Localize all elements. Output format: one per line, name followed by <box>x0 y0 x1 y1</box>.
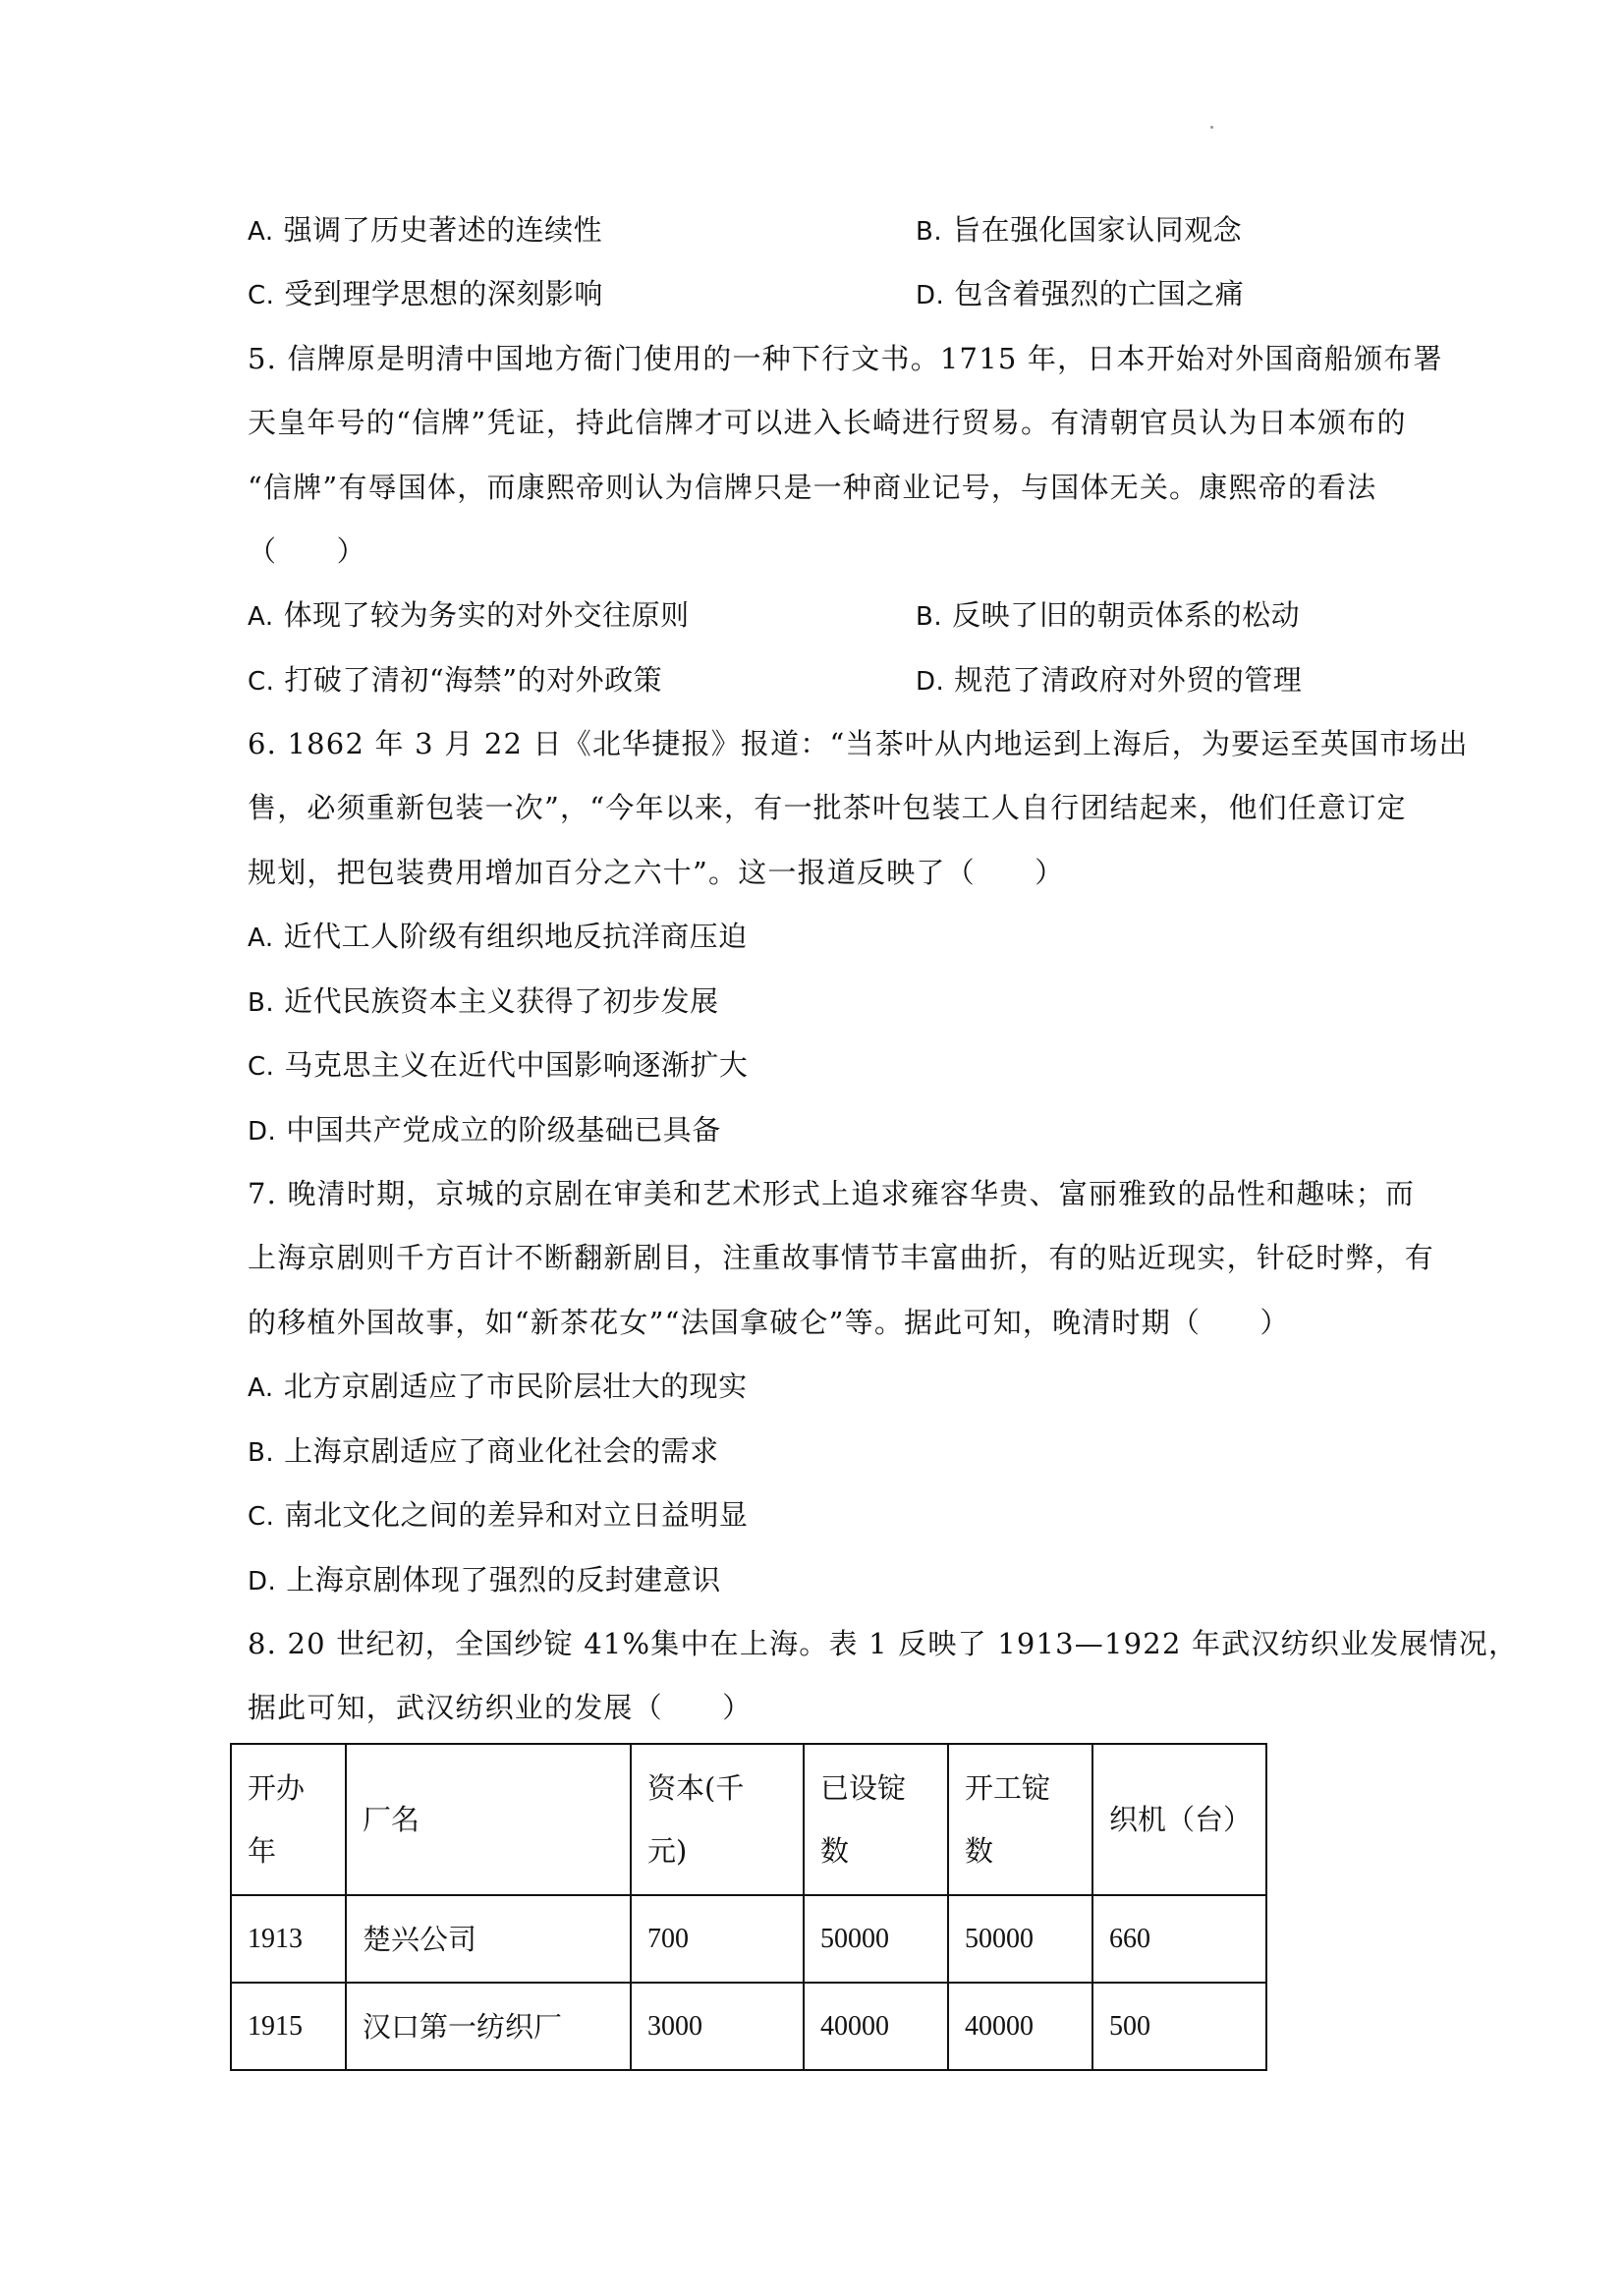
header-cell-capital: 资本(千 元) <box>631 1744 804 1895</box>
q6-option-a: A. 近代工人阶级有组织地反抗洋商压迫 <box>248 920 748 953</box>
table-cell: 楚兴公司 <box>346 1895 631 1983</box>
q8-stem-line-1: 8. 20 世纪初，全国纱锭 41%集中在上海。表 1 反映了 1913—1922 年武汉纺织业发展情况， <box>248 1627 1519 1660</box>
q5-option-a: A. 体现了较为务实的对外交往原则 <box>248 598 690 632</box>
table-header-row <box>231 1744 1266 1895</box>
table-row <box>231 1895 1266 1983</box>
q4-option-a: A. 强调了历史著述的连续性 <box>248 213 603 247</box>
table-cell: 40000 <box>948 1983 1092 2070</box>
q7-stem-line-1: 7. 晚清时期，京城的京剧在审美和艺术形式上追求雍容华贵、富丽雅致的品性和趣味；而 <box>248 1177 1416 1210</box>
q6-option-d: D. 中国共产党成立的阶级基础已具备 <box>248 1113 721 1147</box>
q6-option-c: C. 马克思主义在近代中国影响逐渐扩大 <box>248 1048 749 1082</box>
q5-stem-line-4: （ ） <box>248 534 366 568</box>
table-cell: 1915 <box>231 1983 346 2070</box>
q6-option-b: B. 近代民族资本主义获得了初步发展 <box>248 984 719 1018</box>
page-mark <box>1210 126 1213 129</box>
table-row <box>231 1983 1266 2070</box>
header-cell-looms: 织机（台） <box>1092 1744 1266 1895</box>
table-cell: 700 <box>631 1895 804 1983</box>
q5-option-c: C. 打破了清初“海禁”的对外政策 <box>248 663 663 697</box>
q5-stem-line-2: 天皇年号的“信牌”凭证，持此信牌才可以进入长崎进行贸易。有清朝官员认为日本颁布的 <box>248 406 1407 439</box>
header-cell-year: 开办 年 <box>231 1744 346 1895</box>
q6-stem-line-3: 规划，把包装费用增加百分之六十”。这一报道反映了（ ） <box>248 856 1065 889</box>
q7-stem-line-3: 的移植外国故事，如“新茶花女”“法国拿破仑”等。据此可知，晚清时期（ ） <box>248 1306 1290 1339</box>
q6-stem-line-1: 6. 1862 年 3 月 22 日《北华捷报》报道：“当茶叶从内地运到上海后，为要运至英国市场出 <box>248 727 1469 760</box>
table-cell: 50000 <box>804 1895 948 1983</box>
spinning-industry-table <box>230 1743 1267 2071</box>
q4-option-d: D. 包含着强烈的亡国之痛 <box>916 277 1245 310</box>
table-cell: 500 <box>1092 1983 1266 2070</box>
q7-option-a: A. 北方京剧适应了市民阶层壮大的现实 <box>248 1370 748 1403</box>
q6-stem-line-2: 售，必须重新包装一次”，“今年以来，有一批茶叶包装工人自行团结起来，他们任意订定 <box>248 791 1407 824</box>
q7-option-c: C. 南北文化之间的差异和对立日益明显 <box>248 1498 749 1532</box>
header-cell-spindles-running: 开工锭 数 <box>948 1744 1092 1895</box>
q5-stem-line-3: “信牌”有辱国体，而康熙帝则认为信牌只是一种商业记号，与国体无关。康熙帝的看法 <box>248 471 1377 504</box>
table-cell: 1913 <box>231 1895 346 1983</box>
q5-option-b: B. 反映了旧的朝贡体系的松动 <box>916 598 1301 632</box>
table-cell: 3000 <box>631 1983 804 2070</box>
q7-stem-line-2: 上海京剧则千方百计不断翻新剧目，注重故事情节丰富曲折，有的贴近现实，针砭时弊，有 <box>248 1241 1435 1274</box>
header-cell-factory: 厂名 <box>346 1744 631 1895</box>
q5-stem-line-1: 5. 信牌原是明清中国地方衙门使用的一种下行文书。1715 年，日本开始对外国商船颁布署 <box>248 342 1443 375</box>
q7-option-b: B. 上海京剧适应了商业化社会的需求 <box>248 1434 719 1468</box>
q4-option-b: B. 旨在强化国家认同观念 <box>916 213 1243 247</box>
q5-option-d: D. 规范了清政府对外贸的管理 <box>916 663 1303 697</box>
table-cell: 40000 <box>804 1983 948 2070</box>
table-cell: 50000 <box>948 1895 1092 1983</box>
header-cell-spindles-installed: 已设锭 数 <box>804 1744 948 1895</box>
table-cell: 汉口第一纺织厂 <box>346 1983 631 2070</box>
q8-stem-line-2: 据此可知，武汉纺织业的发展（ ） <box>248 1691 753 1724</box>
table-cell: 660 <box>1092 1895 1266 1983</box>
q7-option-d: D. 上海京剧体现了强烈的反封建意识 <box>248 1563 721 1596</box>
q4-option-c: C. 受到理学思想的深刻影响 <box>248 277 603 310</box>
